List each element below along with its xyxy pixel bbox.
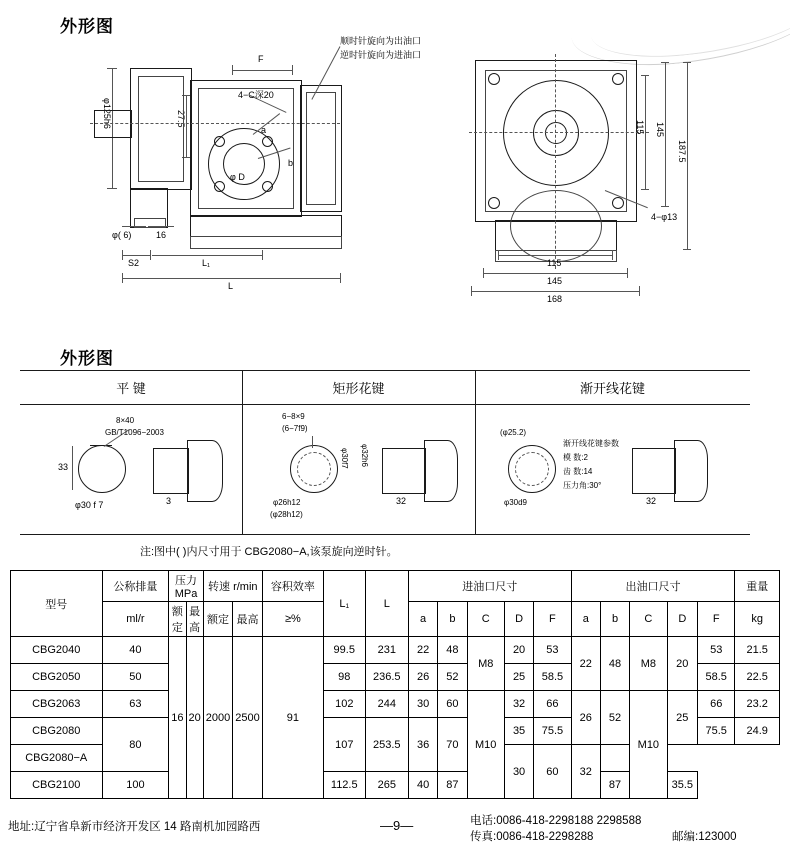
th-vol-eff: 容积效率 <box>262 571 323 602</box>
spline-table-bottom-border <box>20 534 750 535</box>
port-bolt-2 <box>262 136 273 147</box>
dim-line-115h <box>498 255 612 256</box>
cell-outlet-a: 22 <box>571 637 600 691</box>
dim-tick-168h-r <box>639 286 640 296</box>
footer-address: 地址:辽宁省阜新市经济开发区 14 路南机加园路西 <box>8 821 261 833</box>
drawing-front-view <box>455 40 715 305</box>
flatkey-dim-33 <box>72 446 73 490</box>
label-rect-dia28: (φ28h12) <box>270 510 303 519</box>
dim-tick-145h-r <box>627 268 628 278</box>
shaft-circle <box>545 122 567 144</box>
dim-tick-S2-r <box>150 250 151 260</box>
bolt-hole-br <box>612 197 624 209</box>
dim-tick-115v-b <box>641 189 649 190</box>
th-weight: 重量 <box>735 571 780 602</box>
th-outlet-b: b <box>600 602 629 637</box>
dim-line-phi6 <box>122 226 146 227</box>
th-inlet: 进油口尺寸 <box>408 571 571 602</box>
th-outlet-f: F <box>698 602 735 637</box>
cell-outlet-c: M10 <box>630 691 667 799</box>
label-145-vertical: 145 <box>655 122 665 138</box>
th-model: 型号 <box>11 571 103 637</box>
dim-line-16 <box>148 226 174 227</box>
th-inlet-c: C <box>467 602 504 637</box>
cell-model: CBG2080 <box>11 718 103 745</box>
label-1875-vertical: 187.5 <box>677 140 687 163</box>
involute-pitch-circle <box>515 452 549 486</box>
shaft-outline <box>94 110 132 138</box>
dim-tick-1875v-t <box>683 62 691 63</box>
port-bolt-4 <box>262 181 273 192</box>
th-outlet-c: C <box>630 602 667 637</box>
cell-speed-max: 2500 <box>233 637 262 799</box>
label-key-t3: 3 <box>166 496 172 506</box>
cell-l1: 99.5 <box>323 637 365 664</box>
label-145-bottom: 145 <box>547 276 563 286</box>
cell-outlet-d: 20 <box>667 637 697 691</box>
dim-tick-145h-l <box>483 268 484 278</box>
cell-inlet-b: 70 <box>438 718 467 772</box>
label-rect-dia32: φ32h6 <box>360 444 369 467</box>
th-inlet-d: D <box>504 602 533 637</box>
table-row <box>11 637 780 664</box>
label-key-shaft-dia: φ30 f 7 <box>75 500 104 510</box>
cell-outlet-f: 66 <box>698 691 735 718</box>
dim-tick-115h-l <box>498 250 499 260</box>
footer-page-number: —9— <box>380 818 414 833</box>
dim-tick-145v-t <box>661 62 669 63</box>
flatkey-shaft-circle <box>78 445 126 493</box>
dim-tick-168h-l <box>471 286 472 296</box>
label-S2: S2 <box>128 258 140 268</box>
cell-speed-rated: 2000 <box>203 637 232 799</box>
label-involute-dia30: φ30d9 <box>504 498 527 507</box>
table-header-row-1 <box>11 571 780 602</box>
drawing-side-view <box>90 40 370 305</box>
label-involute-angle: 压力角:30° <box>563 481 602 490</box>
rear-cover-inner <box>306 92 336 205</box>
th-l1: L₁ <box>323 571 365 637</box>
cell-weight: 24.9 <box>735 718 780 745</box>
cell-l1: 107 <box>323 718 365 772</box>
th-pressure-rated: 额定 <box>169 602 186 637</box>
dim-tick-L-r <box>340 273 341 283</box>
label-rect-dia30: φ30f7 <box>340 448 349 469</box>
dim-tick-125-bottom <box>107 188 117 189</box>
spline-header-involute-spline: 渐开线花键 <box>579 381 645 396</box>
cell-outlet-c: M8 <box>630 637 667 691</box>
cell-inlet-f: 53 <box>534 637 571 664</box>
dim-tick-115v-t <box>641 75 649 76</box>
cell-inlet-a: 22 <box>408 637 437 664</box>
th-outlet-a: a <box>571 602 600 637</box>
rectspline-pitch-circle <box>297 452 331 486</box>
bolt-hole-tr <box>612 73 624 85</box>
cell-l1: 112.5 <box>323 772 365 799</box>
dim-tick-F-right <box>292 65 293 75</box>
involute-shaft-body <box>632 448 676 494</box>
cell-disp: 40 <box>102 637 169 664</box>
label-4-phi13: 4−φ13 <box>651 212 678 222</box>
cell-model: CBG2050 <box>11 664 103 691</box>
dim-line-L <box>122 278 340 279</box>
label-L: L <box>228 281 234 291</box>
cell-outlet-d: 32 <box>571 745 600 799</box>
cell-inlet-f: 66 <box>534 691 571 718</box>
cell-outlet-f: 75.5 <box>698 718 735 745</box>
section-title-outline-drawing-1: 外形图 <box>60 17 114 36</box>
cell-l: 236.5 <box>365 664 408 691</box>
th-vol-eff-unit: ≥% <box>262 602 323 637</box>
cell-weight: 21.5 <box>735 637 780 664</box>
th-displacement: 公称排量 <box>102 571 169 602</box>
label-involute-note-title: 渐开线花键参数 <box>563 439 619 448</box>
cell-inlet-a: 26 <box>408 664 437 691</box>
spline-table-top-border <box>20 370 750 371</box>
cell-inlet-d: 40 <box>408 772 437 799</box>
th-pressure-max: 最高 <box>186 602 203 637</box>
cell-disp: 50 <box>102 664 169 691</box>
port-bolt-1 <box>214 136 225 147</box>
dim-tick-1875v-b <box>683 249 691 250</box>
note-text: 注:图中( )内尺寸用于 CBG2080−A,该泵旋向逆时针。 <box>140 546 398 558</box>
th-weight-unit: kg <box>735 602 780 637</box>
dim-line-145v <box>665 62 666 206</box>
label-dia-125h6: φ125h6 <box>102 98 112 129</box>
cell-inlet-a: 30 <box>408 691 437 718</box>
cell-l: 244 <box>365 691 408 718</box>
port-bolt-3 <box>214 181 225 192</box>
dim-tick-S2-l <box>122 250 123 260</box>
flatkey-shaft-body <box>153 448 189 494</box>
flatkey-keyway <box>90 445 112 446</box>
th-inlet-b: b <box>438 602 467 637</box>
spline-table-header-border <box>20 404 750 405</box>
label-4c-deep20: 4−C深20 <box>238 90 274 100</box>
footer-zipcode: 邮编:123000 <box>672 831 737 843</box>
spline-variants-table <box>20 370 750 535</box>
specification-table <box>10 570 780 799</box>
cell-model: CBG2100 <box>11 772 103 799</box>
dim-line-115v <box>645 75 646 189</box>
label-rect-len32: 32 <box>396 496 407 506</box>
label-16: 16 <box>156 230 167 240</box>
cell-inlet-d: 35 <box>504 718 533 745</box>
bolt-hole-tl <box>488 73 500 85</box>
cell-l1: 98 <box>323 664 365 691</box>
label-phi6: φ( 6) <box>112 230 132 240</box>
cell-l: 265 <box>365 772 408 799</box>
label-b: b <box>288 158 294 168</box>
cell-l1: 102 <box>323 691 365 718</box>
dim-tick-F-left <box>232 65 233 75</box>
cell-inlet-d: 32 <box>504 691 533 718</box>
bolt-hole-bl <box>488 197 500 209</box>
cell-model: CBG2080−A <box>11 745 103 772</box>
dim-line-S2 <box>122 255 150 256</box>
dim-line-145h <box>483 273 627 274</box>
cell-outlet-f: 58.5 <box>698 664 735 691</box>
cell-inlet-d: 25 <box>504 664 533 691</box>
rectspline-leader-teeth <box>312 436 313 448</box>
involute-shaft-end <box>674 440 708 502</box>
label-involute-module: 模 数:2 <box>563 453 588 462</box>
th-inlet-f: F <box>534 602 571 637</box>
cell-weight: 23.2 <box>735 691 780 718</box>
callout-ccw-inlet: 逆时针旋向为进油口 <box>340 50 422 60</box>
cell-inlet-b: 48 <box>438 637 467 664</box>
cell-inlet-b: 60 <box>438 691 467 718</box>
label-115-vertical: 115 <box>635 120 645 135</box>
label-L1: L₁ <box>202 258 211 268</box>
dim-tick-L-l <box>122 273 123 283</box>
flange-inner <box>138 76 184 182</box>
th-inlet-a: a <box>408 602 437 637</box>
label-dim-275: 27.5 <box>176 110 186 128</box>
cell-inlet-b: 52 <box>438 664 467 691</box>
label-rect-teeth-alt: (6−7f9) <box>282 424 308 433</box>
cell-inlet-c: M8 <box>467 637 504 691</box>
dim-tick-115h-r <box>612 250 613 260</box>
label-115-bottom: 115 <box>547 258 562 268</box>
dim-line-L1 <box>152 255 262 256</box>
cell-outlet-b: 60 <box>534 745 571 799</box>
cell-inlet-c: M10 <box>467 691 504 799</box>
dim-line-168h <box>471 291 639 292</box>
dim-line-1875v <box>687 62 688 249</box>
label-F: F <box>258 54 264 64</box>
cell-outlet-d: 25 <box>667 691 697 745</box>
front-centerline-h <box>469 132 649 133</box>
label-rect-dia26: φ26h12 <box>273 498 301 507</box>
flatkey-shaft-end <box>187 440 223 502</box>
cell-pressure-rated: 16 <box>169 637 186 799</box>
label-involute-len32: 32 <box>646 496 657 506</box>
rectspline-shaft-body <box>382 448 426 494</box>
dim-line-F <box>232 70 292 71</box>
dim-tick-L1-r <box>262 250 263 260</box>
cell-outlet-b: 48 <box>600 637 629 691</box>
cell-outlet-a: 30 <box>504 745 533 799</box>
dim-tick-145v-b <box>661 206 669 207</box>
label-rect-teeth: 6−8×9 <box>282 412 305 421</box>
cell-model: CBG2040 <box>11 637 103 664</box>
label-involute-dia252: (φ25.2) <box>500 428 527 437</box>
footer-telephone: 电话:0086-418-2298188 2298588 <box>470 815 642 827</box>
th-outlet: 出油口尺寸 <box>571 571 735 602</box>
cell-inlet-f: 87 <box>438 772 467 799</box>
cell-outlet-f: 87 <box>600 772 629 799</box>
cell-inlet-f: 75.5 <box>534 718 571 745</box>
th-speed: 转速 r/min <box>203 571 262 602</box>
cell-inlet-f: 58.5 <box>534 664 571 691</box>
cell-l: 231 <box>365 637 408 664</box>
th-speed-rated: 额定 <box>203 602 232 637</box>
label-key-standard: GB/T1096−2003 <box>105 428 164 437</box>
th-speed-max: 最高 <box>233 602 262 637</box>
cell-vol-eff: 91 <box>262 637 323 799</box>
cell-model: CBG2063 <box>11 691 103 718</box>
cell-outlet-b: 52 <box>600 691 629 745</box>
dim-tick-125-top <box>107 68 117 69</box>
label-a: a <box>261 125 267 135</box>
cell-weight: 22.5 <box>735 664 780 691</box>
cell-l: 253.5 <box>365 718 408 772</box>
label-involute-teeth: 齿 数:14 <box>563 467 593 476</box>
th-l: L <box>365 571 408 637</box>
label-key-spec: 8×40 <box>116 416 135 425</box>
section-title-outline-drawing-2: 外形图 <box>60 349 114 368</box>
spline-header-rect-spline: 矩形花键 <box>332 381 385 396</box>
cell-weight: 35.5 <box>667 772 697 799</box>
th-outlet-d: D <box>667 602 697 637</box>
label-168-bottom: 168 <box>547 294 563 304</box>
footer-fax: 传真:0086-418-2298288 <box>470 831 594 843</box>
label-dia-D: φ D <box>230 172 245 182</box>
lower-body-base <box>190 236 342 249</box>
front-centerline-v <box>555 54 556 269</box>
th-displacement-unit: ml/r <box>102 602 169 637</box>
front-body-curve <box>510 190 602 262</box>
cell-disp: 80 <box>102 718 169 772</box>
cell-disp: 63 <box>102 691 169 718</box>
callout-cw-outlet: 顺时针旋向为出油口 <box>340 36 422 46</box>
label-key-h33: 33 <box>58 462 69 472</box>
table-row <box>11 691 780 718</box>
spline-header-flat-key: 平 键 <box>116 381 146 396</box>
cell-disp: 100 <box>102 772 169 799</box>
cell-outlet-a: 26 <box>571 691 600 745</box>
th-pressure: 压力 MPa <box>169 571 204 602</box>
cell-inlet-d: 20 <box>504 637 533 664</box>
cell-outlet-f: 53 <box>698 637 735 664</box>
rectspline-shaft-end <box>424 440 458 502</box>
cell-pressure-max: 20 <box>186 637 203 799</box>
cell-inlet-a: 36 <box>408 718 437 772</box>
